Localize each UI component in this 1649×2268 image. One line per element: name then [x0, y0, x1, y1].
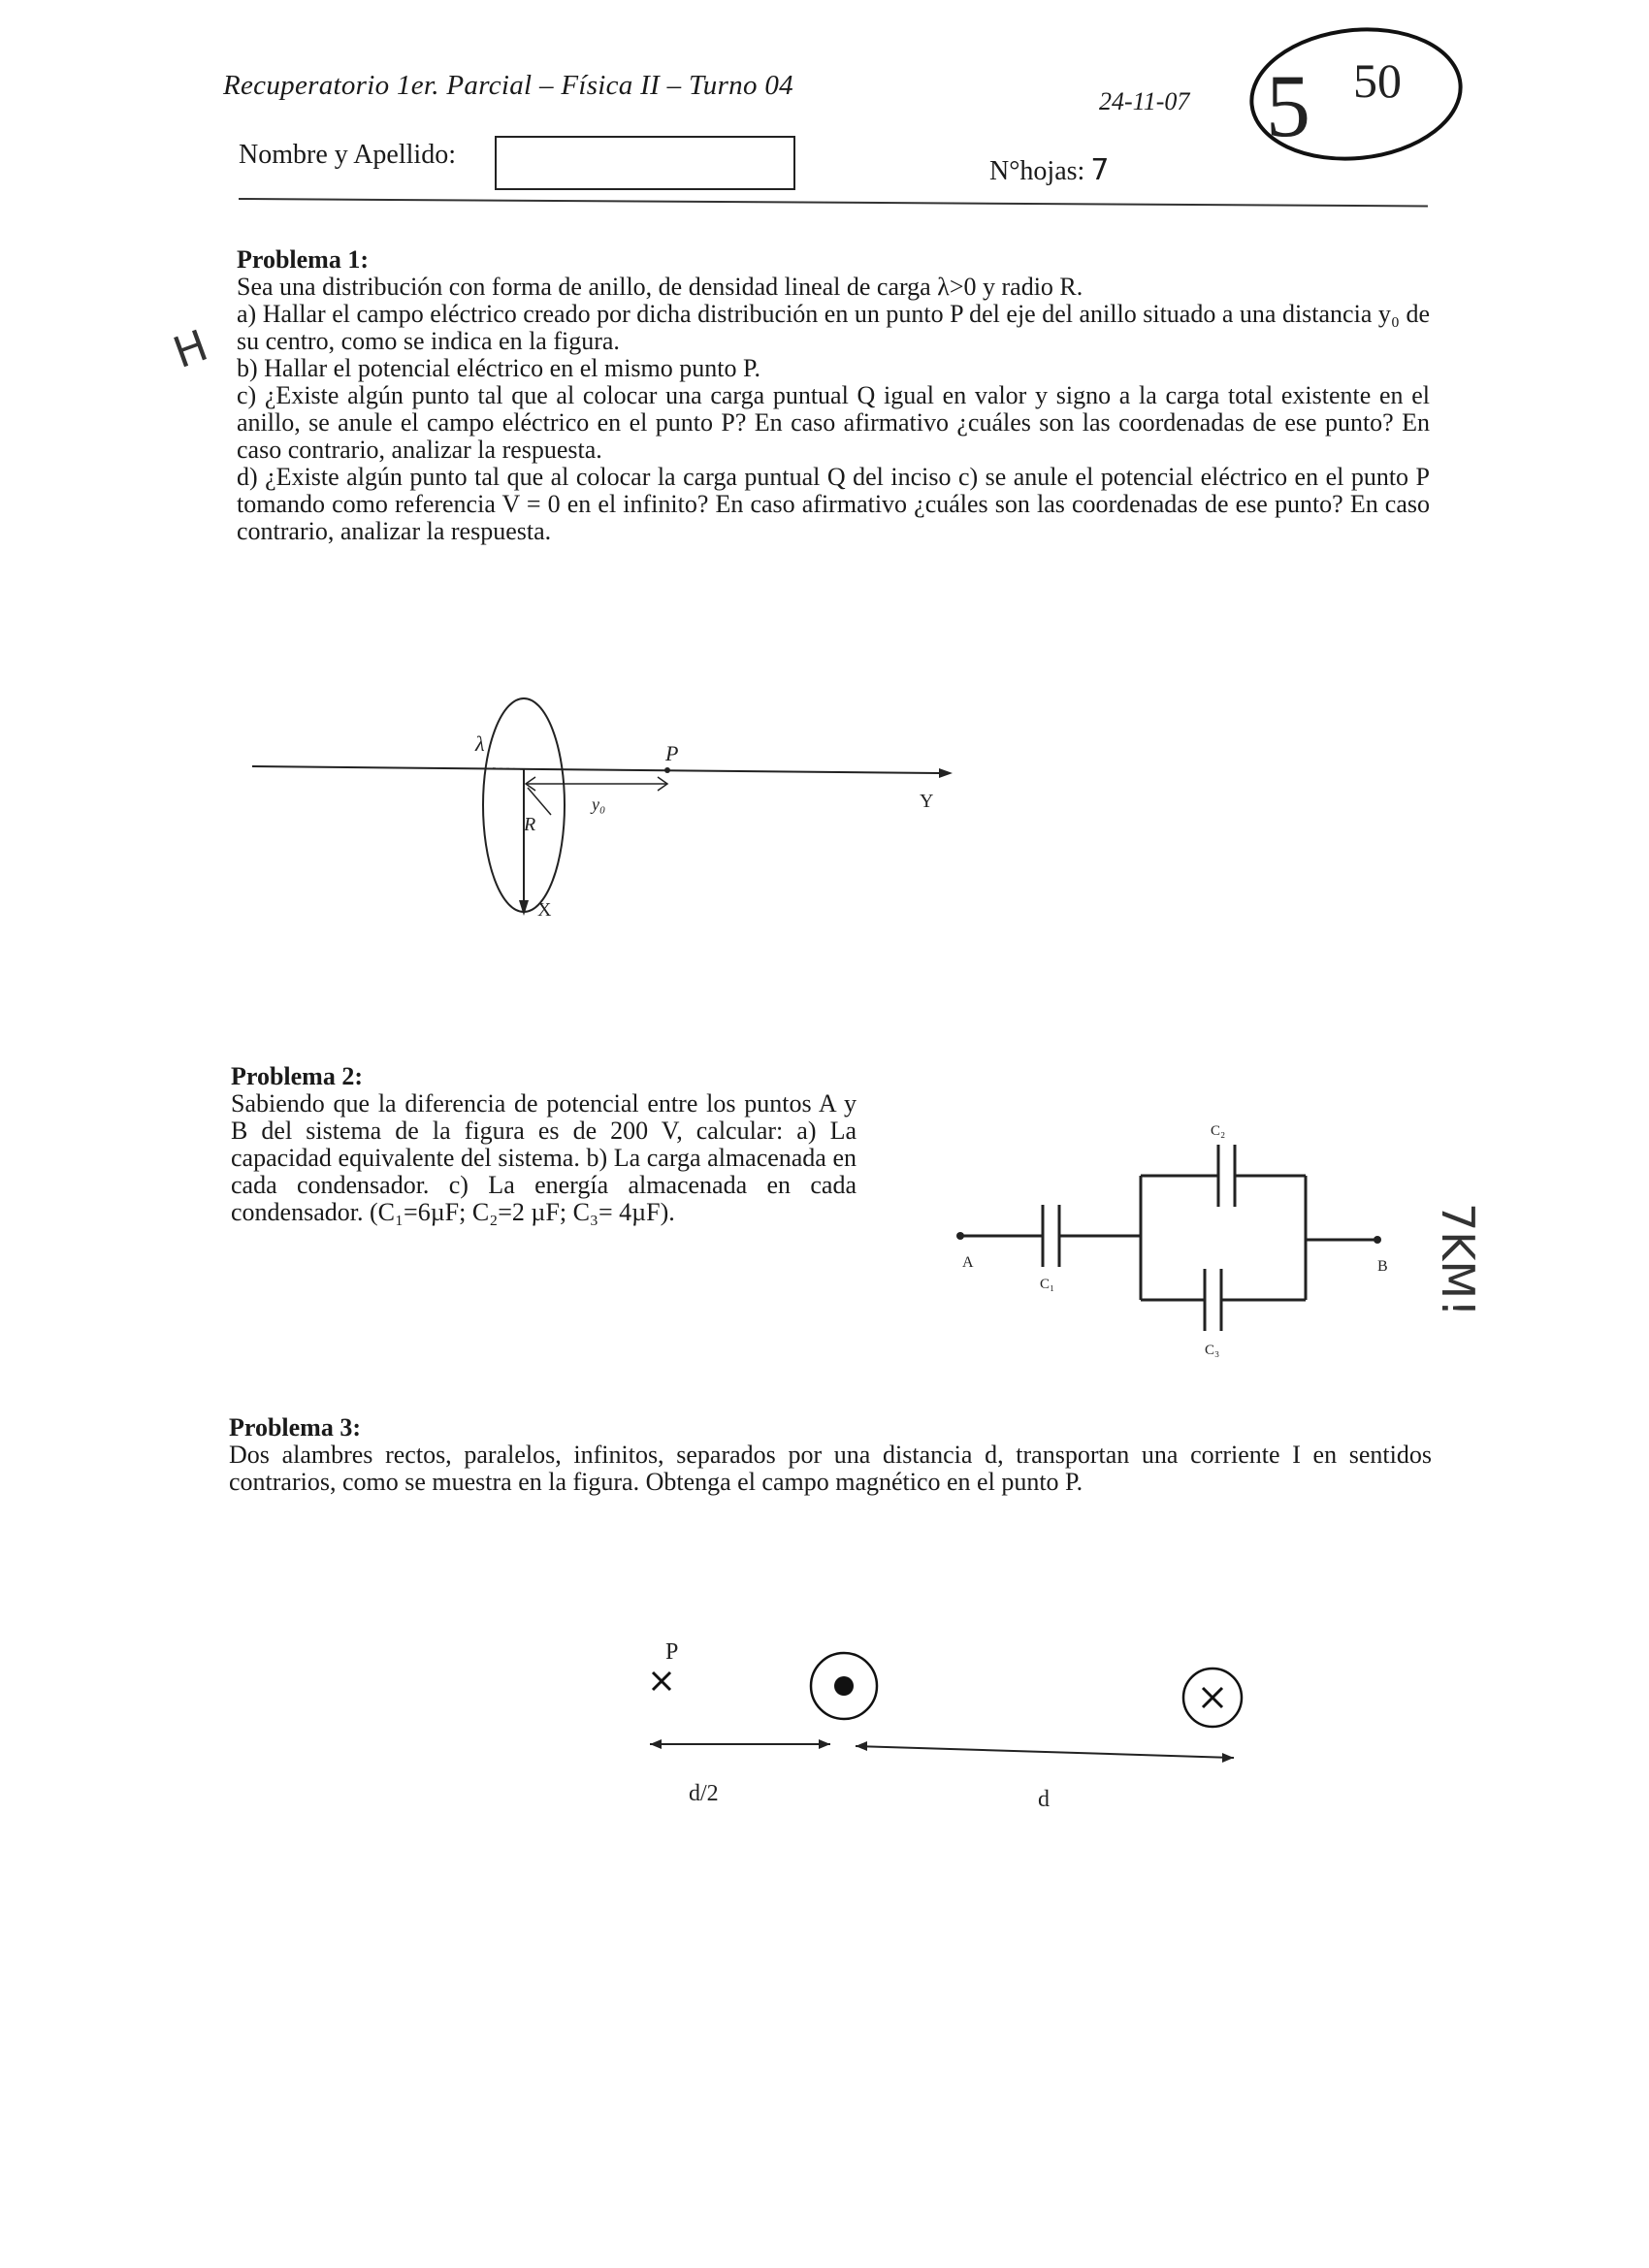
point-p-dot: [664, 767, 670, 773]
grade-note: 50: [1353, 53, 1402, 108]
terminal-b: [1374, 1236, 1381, 1244]
problem-1-title: Problema 1:: [237, 245, 369, 274]
radius-label: R: [524, 814, 536, 835]
point-p-label: P: [665, 741, 679, 765]
label-d-half: d/2: [689, 1781, 719, 1806]
point-p-cross: [653, 1672, 670, 1690]
problem-3: [229, 1414, 1432, 1496]
header-divider: [239, 198, 1428, 207]
label-c3: C₃: [1205, 1343, 1220, 1358]
problem-2-title: Problema 2:: [231, 1062, 363, 1090]
ring-figure: [242, 679, 970, 941]
dimension-d: [856, 1746, 1234, 1758]
label-a: A: [962, 1254, 974, 1271]
circuit-figure: [951, 1116, 1406, 1377]
grade-mark: [1245, 21, 1468, 167]
sheets-label: N°hojas:: [989, 156, 1085, 186]
problem-1-part-a: a) Hallar el campo eléctrico creado por dicha distribución en un punto P del eje del anillo situado a una distancia y₀ de su centro, como se indica en la figura.: [237, 300, 1430, 355]
wire-into-cross: [1203, 1688, 1222, 1707]
problem-3-title: Problema 3:: [229, 1413, 361, 1442]
lambda-label: λ: [475, 731, 485, 756]
problem-1-part-d: d) ¿Existe algún punto tal que al colocar la carga puntual Q del inciso c) se anule el potencial eléctrico en el punto P tomando como referencia V = 0 en el infinito? En caso afirmativo ¿cuáles son las coordenadas de ese punto? En caso contrario, analizar la respuesta.: [237, 463, 1430, 545]
margin-note-right: 7KM!: [1432, 1203, 1484, 1317]
grade-circle: [1245, 21, 1468, 167]
problem-1-part-c: c) ¿Existe algún punto tal que al colocar una carga puntual Q igual en valor y signo a la carga total existente en el anillo, se anule el campo eléctrico en el punto P? En caso afirmativo ¿cuáles son las coordenadas de ese punto? En caso contrario, analizar la respuesta.: [237, 381, 1430, 464]
x-axis-label: X: [537, 899, 552, 921]
problem-2-text: Sabiendo que la diferencia de potencial entre los puntos A y B del sistema de la figura es de 200 V, calcular: a) La capacidad equivalente del sistema. b) La carga almacenada en cada condensador. c) La energía almacenada en cada condensador. (C₁=6µF; C₂=2 µF; C₃= 4µF).: [231, 1089, 857, 1226]
y0-label: y₀: [592, 794, 606, 814]
problem-1-intro: Sea una distribución con forma de anillo, de densidad lineal de carga λ>0 y radio R.: [237, 273, 1083, 301]
radius-line: [528, 788, 551, 815]
terminal-a: [956, 1232, 964, 1240]
exam-title: Recuperatorio 1er. Parcial – Física II – Turno 04: [223, 70, 793, 101]
problem-1-part-b: b) Hallar el potencial eléctrico en el mismo punto P.: [237, 354, 761, 382]
exam-date: 24-11-07: [1099, 87, 1190, 115]
point-p-label: P: [665, 1639, 679, 1665]
label-c2: C₂: [1211, 1123, 1226, 1139]
x-axis-arrowhead: [519, 900, 529, 916]
y-axis-label: Y: [920, 791, 934, 812]
sheets-value: 7: [1090, 153, 1110, 187]
problem-3-text: Dos alambres rectos, paralelos, infinitos, separados por una distancia d, transportan una corriente I en sentidos contrarios, como se muestra en la figura. Obtenga el campo magnético en el punto P.: [229, 1441, 1432, 1496]
label-c1: C₁: [1040, 1277, 1055, 1292]
grade-value: 5: [1266, 56, 1310, 155]
wires-figure: [630, 1630, 1261, 1824]
problem-2: [231, 1063, 857, 1226]
wire-out-dot: [834, 1676, 854, 1696]
problem-1: [237, 246, 1430, 545]
margin-mark-left: H: [167, 320, 214, 379]
name-field[interactable]: [495, 136, 795, 190]
y-axis-line: [252, 766, 939, 773]
sheets-count: [989, 153, 1109, 187]
name-label: Nombre y Apellido:: [239, 140, 456, 170]
label-d: d: [1038, 1787, 1050, 1812]
y-axis-arrowhead: [939, 768, 953, 778]
label-b: B: [1377, 1258, 1388, 1275]
